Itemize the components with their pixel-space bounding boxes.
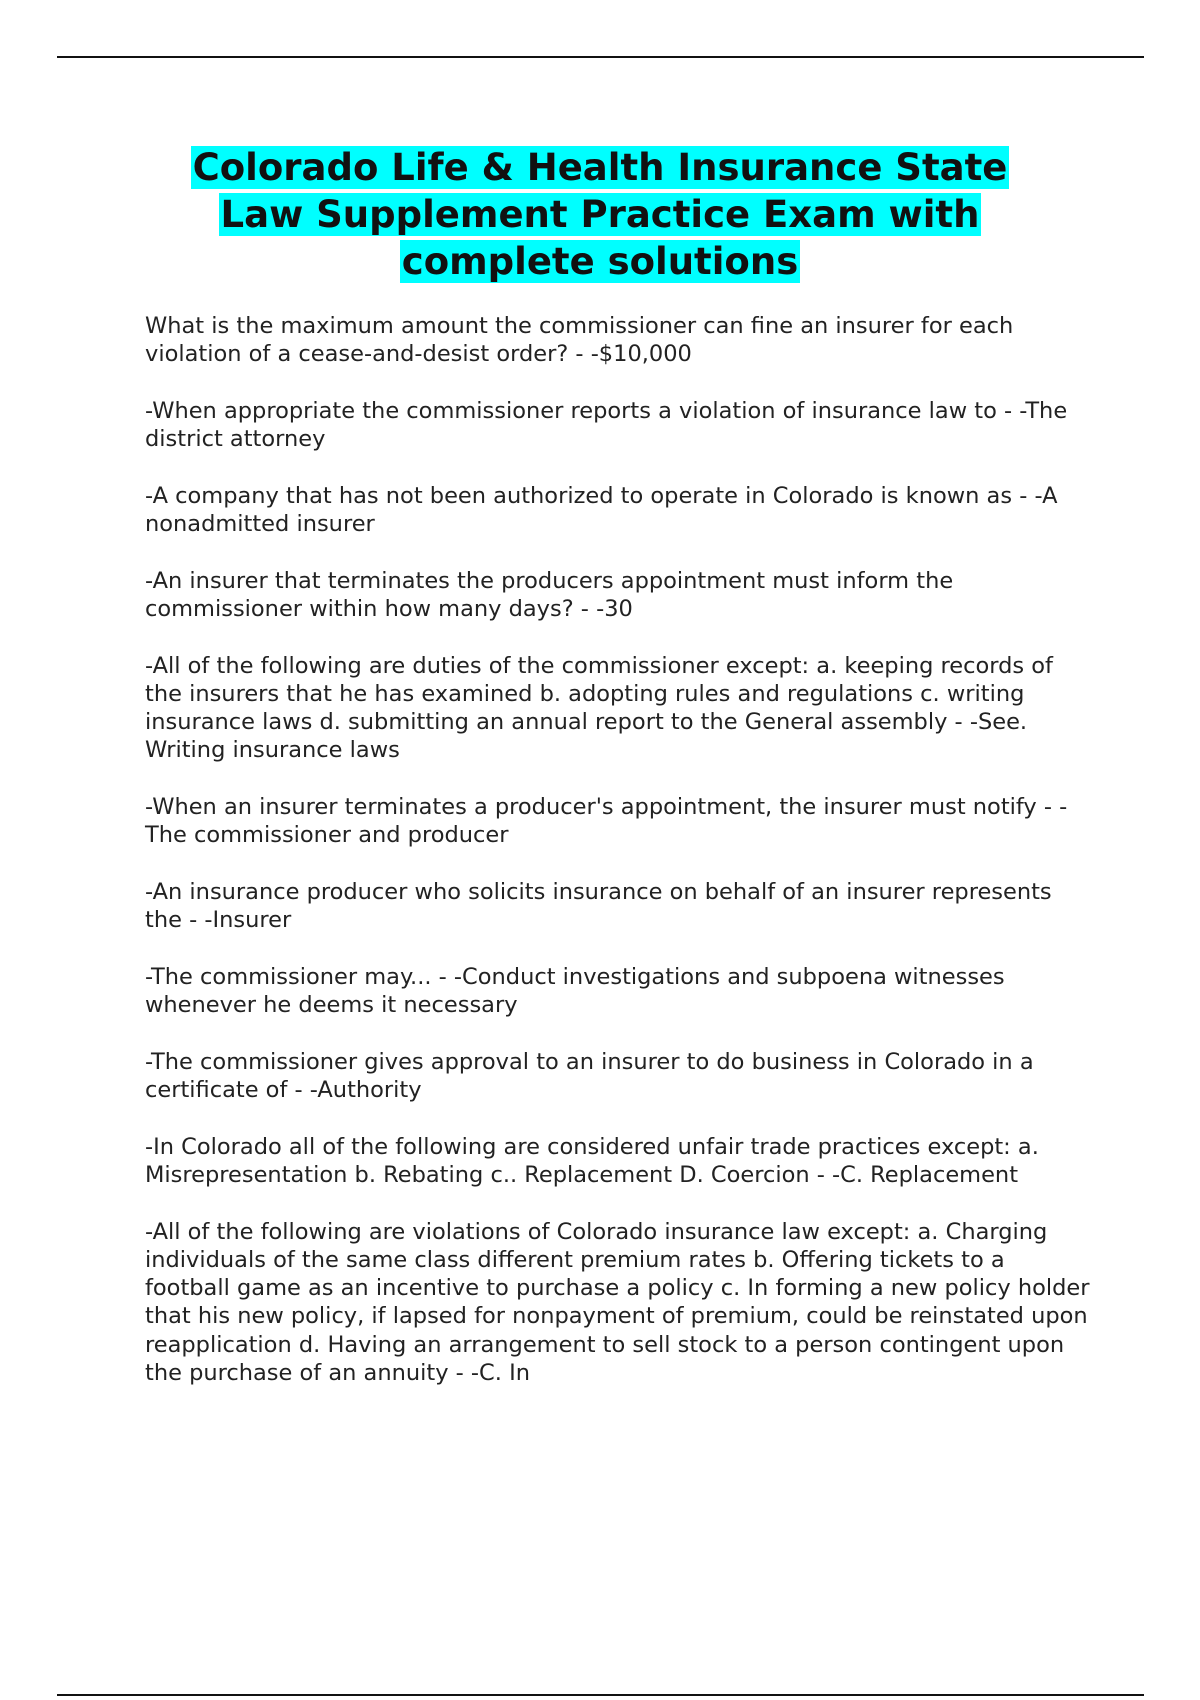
title-line-3: complete solutions [401,240,799,283]
qa-entry: -All of the following are duties of the commissioner except: a. keeping records of the insurers that he has examined b. adopting rules and regulations c. writing insurance laws d. submitting an annual report to the General assembly - -See. Writing insurance laws [145,652,1053,764]
qa-entry: -The commissioner may... - -Conduct investigations and subpoena witnesses whenever he deems it necessary [145,963,1005,1019]
top-divider [57,56,1144,58]
qa-entry: -In Colorado all of the following are considered unfair trade practices except: a. Misrepresentation b. Rebating c.. Replacement D. Coercion - -C. Replacement [145,1133,1039,1188]
bottom-divider [57,1694,1144,1696]
title-line-1: Colorado Life & Health Insurance State [192,146,1008,189]
qa-entry: -The commissioner gives approval to an insurer to do business in Colorado in a certificate of - -Authority [145,1048,1034,1104]
qa-entry: -An insurance producer who solicits insurance on behalf of an insurer represents the - -Insurer [145,878,1052,934]
qa-entry: What is the maximum amount the commissioner can fine an insurer for each violation of a cease-and-desist order? - -$10,000 [145,313,1014,368]
qa-entry: -An insurer that terminates the producers appointment must inform the commissioner within how many days? - -30 [145,567,954,622]
question-answer-list [145,312,1095,1416]
qa-entry: -When an insurer terminates a producer's appointment, the insurer must notify - -The commissioner and producer [145,794,1068,849]
qa-entry: -When appropriate the commissioner reports a violation of insurance law to - -The district attorney [145,397,1068,453]
document-title [130,144,1070,285]
qa-entry: -All of the following are violations of Colorado insurance law except: a. Charging individuals of the same class different premium rates b. Offering tickets to a football game as an incentive to purchase a policy c. In forming a new policy holder that his new policy, if lapsed for nonpayment of premium, could be reinstated upon reapplication d. Having an arrangement to sell stock to a person contingent upon the purchase of an annuity - -C. In [145,1218,1090,1386]
qa-entry: -A company that has not been authorized to operate in Colorado is known as - -A nonadmitted insurer [145,482,1058,538]
title-line-2: Law Supplement Practice Exam with [220,193,980,236]
